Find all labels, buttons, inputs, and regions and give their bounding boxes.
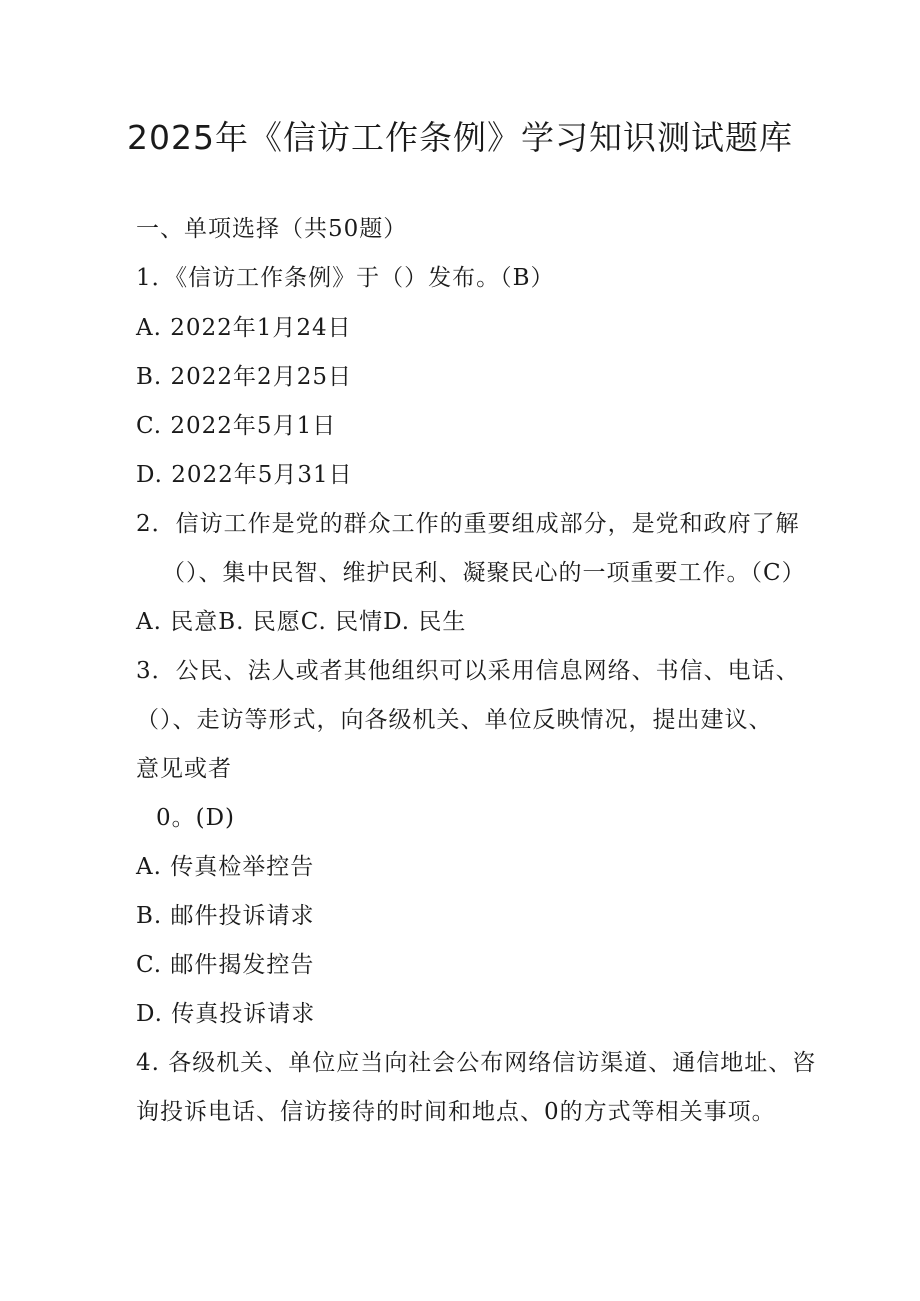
- question-4-stem-line-2: 询投诉电话、信访接待的时间和地点、0的方式等相关事项。: [136, 1099, 776, 1125]
- question-2-stem-line-1: 2．信访工作是党的群众工作的重要组成部分，是党和政府了解: [136, 511, 800, 537]
- question-2-stem-line-2: （）、集中民智、维护民利、凝聚民心的一项重要工作。（C）: [162, 560, 806, 586]
- question-4-stem-line-1: 4. 各级机关、单位应当向社会公布网络信访渠道、通信地址、咨: [136, 1050, 817, 1076]
- question-3-stem-line-2: （）、走访等形式，向各级机关、单位反映情况，提出建议、: [136, 707, 773, 733]
- question-1-option-b: B. 2022年2月25日: [136, 364, 352, 390]
- question-3-option-c: C. 邮件揭发控告: [136, 952, 315, 978]
- question-3-option-d: D. 传真投诉请求: [136, 1001, 316, 1027]
- question-3-stem-line-4: 0。(D): [156, 805, 236, 831]
- question-2-options: A. 民意B. 民愿C. 民情D. 民生: [136, 609, 467, 635]
- section-heading: 一、单项选择（共50题）: [136, 216, 408, 242]
- document-title: 2025年《信访工作条例》学习知识测试题库: [127, 118, 793, 157]
- question-3-stem-line-1: 3．公民、法人或者其他组织可以采用信息网络、书信、电话、: [136, 658, 800, 684]
- question-1-option-c: C. 2022年5月1日: [136, 413, 337, 439]
- question-3-option-a: A. 传真检举控告: [136, 854, 315, 880]
- question-3-stem-line-3: 意见或者: [136, 756, 232, 782]
- question-1-option-d: D. 2022年5月31日: [136, 462, 353, 488]
- question-3-option-b: B. 邮件投诉请求: [136, 903, 315, 929]
- question-1-option-a: A. 2022年1月24日: [136, 315, 352, 341]
- question-1-stem: 1．《信访工作条例》于（）发布。（B）: [136, 265, 555, 291]
